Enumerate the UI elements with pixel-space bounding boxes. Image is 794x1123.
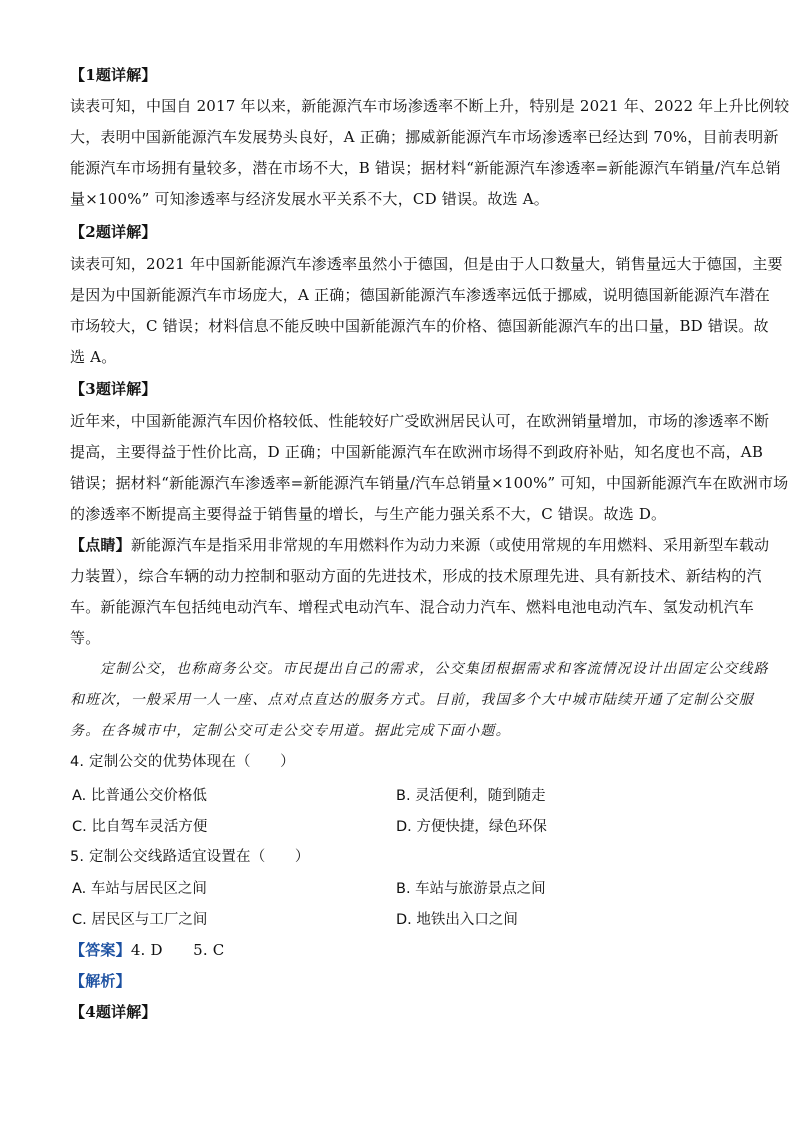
q4-option-d[interactable]: D. 方便快捷，绿色环保 bbox=[396, 819, 547, 835]
q5-option-d[interactable]: D. 地铁出入口之间 bbox=[396, 912, 518, 928]
q2-detail-line-3: 市场较大，C 错误；材料信息不能反映中国新能源汽车的价格、德国新能源汽车的出口量，BD 错误。故 bbox=[70, 317, 769, 335]
q1-detail-heading: 【1题详解】 bbox=[70, 66, 157, 84]
q5-option-c[interactable]: C. 居民区与工厂之间 bbox=[72, 912, 208, 928]
tip-line-4: 等。 bbox=[70, 629, 101, 647]
q4-option-a[interactable]: A. 比普通公交价格低 bbox=[72, 788, 207, 804]
passage-line-3: 务。在各城市中，定制公交可走公交专用道。据此完成下面小题。 bbox=[70, 723, 511, 739]
passage-line-2: 和班次，一般采用一人一座、点对点直达的服务方式。目前，我国多个大中城市陆续开通了定制公交服 bbox=[70, 692, 754, 708]
q2-detail-line-4: 选 A。 bbox=[70, 348, 117, 366]
q4-option-c[interactable]: C. 比自驾车灵活方便 bbox=[72, 819, 208, 835]
q2-detail-heading: 【2题详解】 bbox=[70, 223, 157, 241]
q5-option-b[interactable]: B. 车站与旅游景点之间 bbox=[396, 881, 546, 897]
q5-stem: 5. 定制公交线路适宜设置在（ ） bbox=[70, 849, 310, 865]
q2-detail-line-1: 读表可知，2021 年中国新能源汽车渗透率虽然小于德国，但是由于人口数量大，销售量远大于德国，主要 bbox=[70, 255, 783, 273]
q3-detail-line-1: 近年来，中国新能源汽车因价格较低、性能较好广受欧洲居民认可，在欧洲销量增加，市场的渗透率不断 bbox=[70, 412, 770, 430]
q1-detail-line-4: 量×100%” 可知渗透率与经济发展水平关系不大，CD 错误。故选 A。 bbox=[70, 190, 549, 208]
analysis-line bbox=[70, 970, 722, 992]
answer-text: 4. D 5. C bbox=[130, 941, 225, 959]
q3-detail-line-4: 的渗透率不断提高主要得益于销售量的增长，与生产能力强关系不大，C 错误。故选 D。 bbox=[70, 505, 667, 523]
q4-detail-heading: 【4题详解】 bbox=[70, 1003, 157, 1021]
q1-detail-line-1: 读表可知，中国自 2017 年以来，新能源汽车市场渗透率不断上升，特别是 2021 年、2022 年上升比例较 bbox=[70, 97, 790, 115]
tip-line-3: 车。新能源汽车包括纯电动汽车、增程式电动汽车、混合动力汽车、燃料电池电动汽车、氢发动机汽车 bbox=[70, 598, 755, 616]
answer-line bbox=[70, 939, 722, 961]
q1-detail-line-2: 大，表明中国新能源汽车发展势头良好，A 正确；挪威新能源汽车市场渗透率已经达到 70%，目前表明新 bbox=[70, 128, 779, 146]
q5-option-a[interactable]: A. 车站与居民区之间 bbox=[72, 881, 207, 897]
answer-label: 【答案】 bbox=[70, 941, 131, 959]
analysis-label: 【解析】 bbox=[70, 972, 131, 990]
q3-detail-heading: 【3题详解】 bbox=[70, 380, 157, 398]
q3-detail-line-2: 提高，主要得益于性价比高，D 正确；中国新能源汽车在欧洲市场得不到政府补贴，知名度也不高，AB bbox=[70, 443, 764, 461]
q4-stem: 4. 定制公交的优势体现在（ ） bbox=[70, 754, 295, 770]
q2-detail-line-2: 是因为中国新能源汽车市场庞大，A 正确；德国新能源汽车渗透率远低于挪威，说明德国新能源汽车潜在 bbox=[70, 286, 771, 304]
q1-detail-line-3: 能源汽车市场拥有量较多，潜在市场不大，B 错误；据材料“新能源汽车渗透率=新能源汽车销量/汽车总销 bbox=[70, 159, 781, 177]
q3-detail-line-3: 错误；据材料“新能源汽车渗透率=新能源汽车销量/汽车总销量×100%” 可知，中国新能源汽车在欧洲市场 bbox=[70, 474, 789, 492]
tip-line-2: 力装置），综合车辆的动力控制和驱动方面的先进技术，形成的技术原理先进、具有新技术、新结构的汽 bbox=[70, 567, 762, 585]
passage-line-1: 定制公交，也称商务公交。市民提出自己的需求，公交集团根据需求和客流情况设计出固定公交线路 bbox=[100, 661, 769, 677]
tip-label: 【点睛】 bbox=[70, 536, 131, 554]
tip-text-1: 新能源汽车是指采用非常规的车用燃料作为动力来源（或使用常规的车用燃料、采用新型车载动 bbox=[130, 536, 770, 554]
q4-option-b[interactable]: B. 灵活便利，随到随走 bbox=[396, 788, 546, 804]
tip-line-1 bbox=[70, 534, 770, 556]
